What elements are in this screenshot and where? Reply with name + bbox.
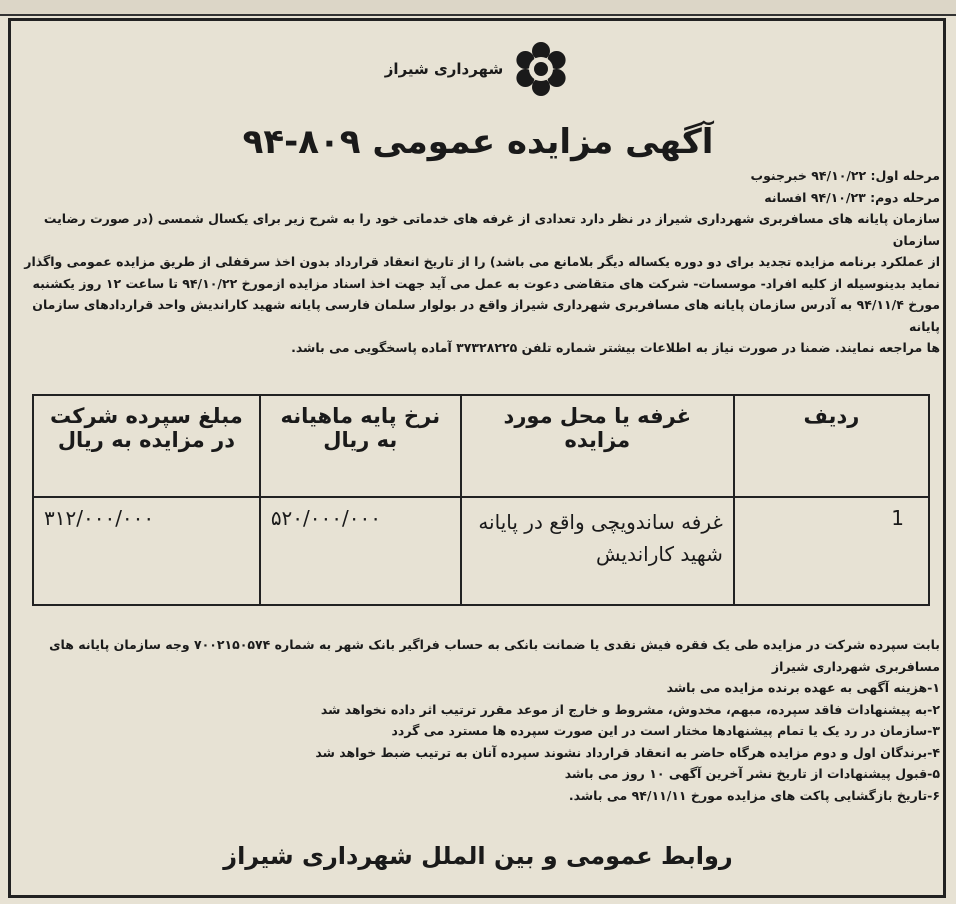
condition-item: ۶-تاریخ بازگشایی پاکت های مزایده مورخ ۹۴/۱۱/۱۱ می باشد. [568,787,940,803]
intro-line: از عملکرد برنامه مزایده تجدید برای دو دوره یکساله دیگر بلامانع می باشد) را از تاریخ انعقاد قرارداد بدون اخذ سرقفلی از طریق مزایده عمومی واگذار [24,254,940,269]
intro-line: ها مراجعه نمایند. ضمنا در صورت نیاز به اطلاعات بیشتر شماره تلفن ۳۷۳۲۸۲۲۵ آماده پاسخگویی می باشد. [291,340,940,355]
table-row [33,497,929,605]
table-header-row [33,395,929,497]
condition-item: ۲-به پیشنهادات فاقد سپرده، مبهم، مخدوش، مشروط و خارج از موعد مقرر ترتیب اثر داده نخواهد شد [320,701,940,717]
condition-item: ۵-قبول پیشنهادات از تاریخ نشر آخرین آگهی ۱۰ روز می باشد [564,766,940,781]
col-header-ghorfe: غرفه یا محل مورد مزایده [461,395,734,497]
auction-table [32,394,930,606]
conditions-section [16,634,940,806]
intro-section [16,165,940,359]
org-name: شهرداری شیراز [384,60,504,78]
col-header-nerkh: نرخ پایه ماهیانه به ریال [260,395,461,497]
col-header-mablagh: مبلغ سپرده شرکت در مزایده به ریال [33,395,260,497]
top-strip [0,0,956,16]
intro-line: سازمان پایانه های مسافربری شهرداری شیراز در نظر دارد تعدادی از غرفه های خدماتی خود را به شرح زیر برای یکسال شمسی (در صورت رضایت سازمان [43,211,940,248]
intro-line: نماید بدینوسیله از کلیه افراد- موسسات- شرکت های متقاضی دعوت به عمل می آید جهت اخذ اسناد مزایده ازمورخ ۹۴/۱۰/۲۲ تا ساعت ۱۲ روز یکشنبه [32,275,940,291]
stage-two: مرحله دوم: ۹۴/۱۰/۲۳ افسانه [764,189,940,205]
cell-radif: 1 [734,497,929,605]
footer-line: بابت سپرده شرکت در مزایده طی یک فقره فیش نقدی یا ضمانت بانکی به حساب فراگیر بانک شهر به شماره ۷۰۰۲۱۵۰۵۷۴ وجه سازمان پایانه های [49,637,940,652]
stage-one: مرحله اول: ۹۴/۱۰/۲۲ خبرجنوب [750,168,940,183]
notice-header [0,40,956,98]
cell-ghorfe: غرفه ساندویچی واقع در پایانه شهید کاراندیش [461,497,734,605]
condition-item: ۱-هزینه آگهی به عهده برنده مزایده می باشد [666,680,940,695]
condition-item: ۴-برندگان اول و دوم مزایده هرگاه حاضر به انعقاد قرارداد نشوند سپرده آنان به ترتیب ضبط خواهد شد [315,744,940,760]
notice-title: آگهی مزایده عمومی ۸۰۹-۹۴ [242,122,714,162]
col-header-radif: ردیف [734,395,929,497]
footer-line: مسافربری شهرداری شیراز [771,658,940,674]
signature: روابط عمومی و بین الملل شهرداری شیراز [223,842,733,870]
intro-line: مورخ ۹۴/۱۱/۴ به آدرس سازمان پایانه های مسافربری شهرداری شیراز واقع در بولوار سلمان فارسی پایانه شهید کاراندیش واحد قراردادهای سازمان پایانه [32,297,940,334]
cell-mablagh: ۳۱۲/۰۰۰/۰۰۰ [33,497,260,605]
municipality-flower-logo-icon [511,39,571,99]
condition-item: ۳-سازمان در رد یک یا تمام پیشنهادها مختار است در این صورت سپرده ها مسترد می گردد [391,723,940,738]
cell-nerkh: ۵۲۰/۰۰۰/۰۰۰ [260,497,461,605]
